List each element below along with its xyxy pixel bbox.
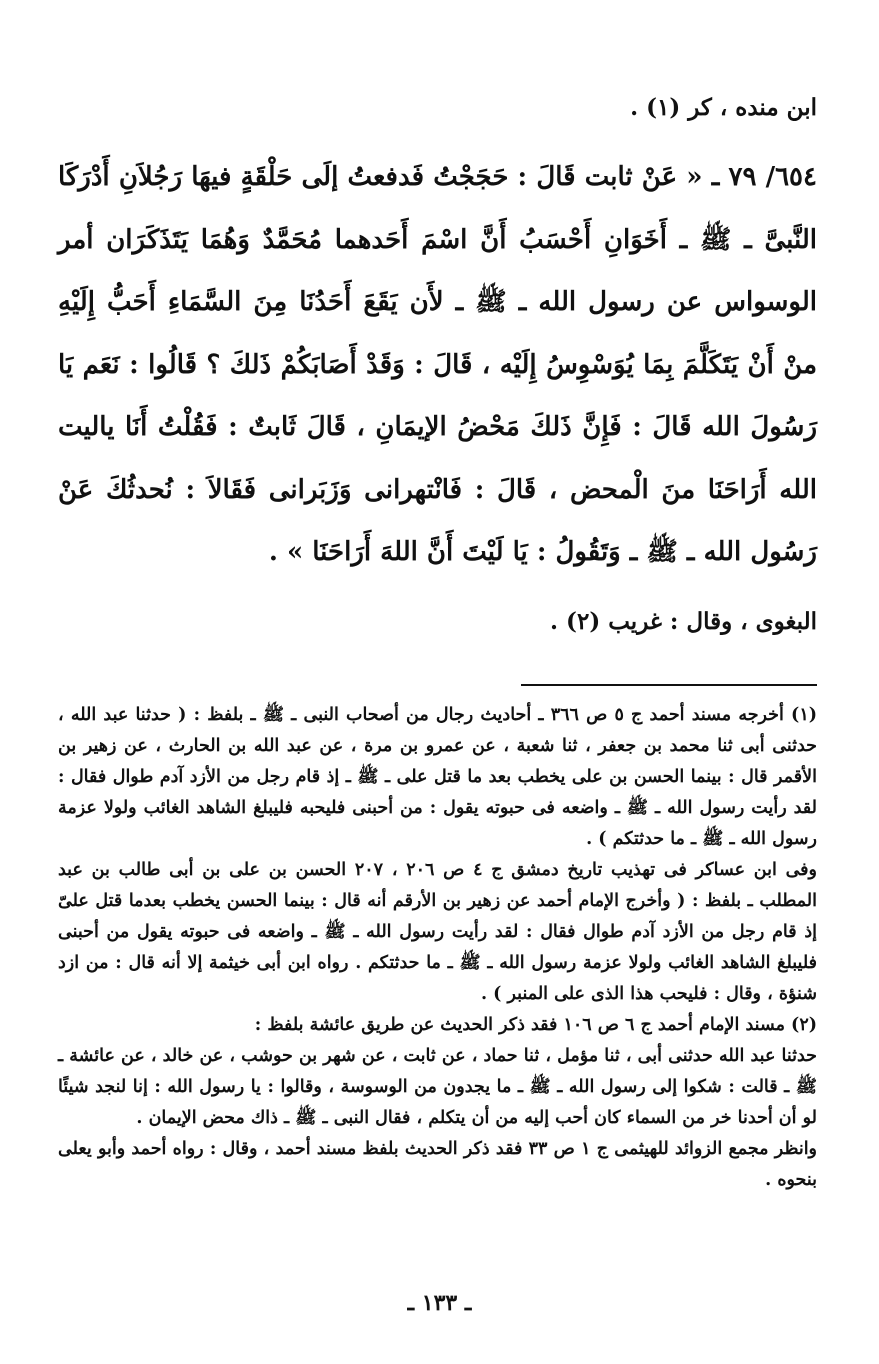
source-line: ابن منده ، كر (١) . xyxy=(630,94,817,121)
hadith-text: « عَنْ ثابت قَالَ : حَجَجْتُ فَدفعتُ إلَى حَلْقَةٍ فيهَا رَجُلاَنِ أَدْرَكَا النَّبىَّ ـ ﷺ ـ أَخَوَانِ أَحْسَبُ أَنَّ اسْمَ أَحَدهما مُحَمَّدٌ وَهُمَا يَتَذَكَرَان أمر الوسواس عن رسول الله ـ ﷺ ـ لأَن يَقَعَ أَحَدُنَا مِنَ السَّمَاءِ أَحَبُّ إِلَيْهِ منْ أَنْ يَتَكَلَّمَ بِمَا يُوَسْوِسُ إِلَيْه ، قَالَ : وَقَدْ أَصَابَكُمْ ذَلكَ ؟ قَالُوا : نَعَم يَا رَسُولَ الله قَالَ : فَإِنَّ ذَلكَ مَحْضُ الإيمَانِ ، قَالَ ثَابتٌ : فَقُلْتُ أَنَا ياليت الله أَرَاحَنَا منَ الْمحض ، قَالَ : فَانْتهرانى وَزَبَرانى فَقَالاَ : نُحدثُكَ عَنْ رَسُول الله ـ ﷺ ـ وَتَقُولُ : يَا لَيْتَ أَنَّ اللهَ أَرَاحَنَا » . xyxy=(58,162,817,567)
footnote-2-reference: وانظر مجمع الزوائد للهيثمى ج ١ ص ٣٣ فقد ذكر الحديث بلفظ مسند أحمد ، وقال : رواه أحمد وأبو يعلى بنحوه . xyxy=(58,1138,818,1190)
footnotes xyxy=(58,700,817,1196)
page-number: ـ ١٣٣ ـ xyxy=(407,1290,472,1316)
footnote-1: (١) أخرجه مسند أحمد ج ٥ ص ٣٦٦ ـ أحاديث رجال من أصحاب النبى ـ ﷺ ـ بلفظ : ( حدثنا عبد الله ، حدثنى أبى ثنا محمد بن جعفر ، ثنا شعبة ، عن عمرو بن مرة ، عن عبد الله بن الحارث ، عن زهير بن الأقمر قال : بينما الحسن بن على يخطب بعد ما قتل على ـ ﷺ ـ إذ قام رجل من الأزد آدم طوال فقال : لقد رأيت رسول الله ـ ﷺ ـ واضعه فى حبوته يقول : من أحبنى فليحبه فليبلغ الشاهد الغائب ولولا عزمة رسول الله ـ ﷺ ـ ما حدثتكم ) . xyxy=(58,704,818,849)
hadith-paragraph xyxy=(58,146,817,584)
footnote-1-continued: وفى ابن عساكر فى تهذيب تاريخ دمشق ج ٤ ص ٢٠٦ ، ٢٠٧ الحسن بن على بن أبى طالب بن عبد المطلب ـ بلفظ : ( وأخرج الإمام أحمد عن زهير بن الأرقم أنه قال : بينما الحسن يخطب بعدما قتل علىّ إذ قام رجل من الأزد آدم طوال فقال : لقد رأيت رسول الله ـ ﷺ ـ واضعه فى حبوته يقول من أحبنى فليبلغ الشاهد الغائب ولولا عزمة رسول الله ـ ﷺ ـ ما حدثتكم . رواه ابن أبى خيثمة إلا أنه قال : من ازد شنؤة ، وقال : فليحب هذا الذى على المنبر ) . xyxy=(58,859,817,1004)
footnote-2: (٢) مسند الإمام أحمد ج ٦ ص ١٠٦ فقد ذكر الحديث عن طريق عائشة بلفظ : xyxy=(254,1014,817,1035)
narrator-line: البغوى ، وقال : غريب (٢) . xyxy=(550,607,817,635)
footnote-divider xyxy=(521,684,817,686)
hadith-number: ٦٥٤/ ٧٩ ـ xyxy=(711,162,817,192)
footnote-2-text: حدثنا عبد الله حدثنى أبى ، ثنا مؤمل ، ثنا حماد ، عن ثابت ، عن شهر بن حوشب ، عن خالد ، عن عائشة ـ ﷺ ـ قالت : شكوا إلى رسول الله ـ ﷺ ـ ما يجدون من الوسوسة ، وقالوا : يا رسول الله : إنا لنجد شيئًا لو أن أحدنا خر من السماء كان أحب إليه من أن يتكلم ، فقال النبى ـ ﷺ ـ ذاك محض الإيمان . xyxy=(58,1045,817,1128)
